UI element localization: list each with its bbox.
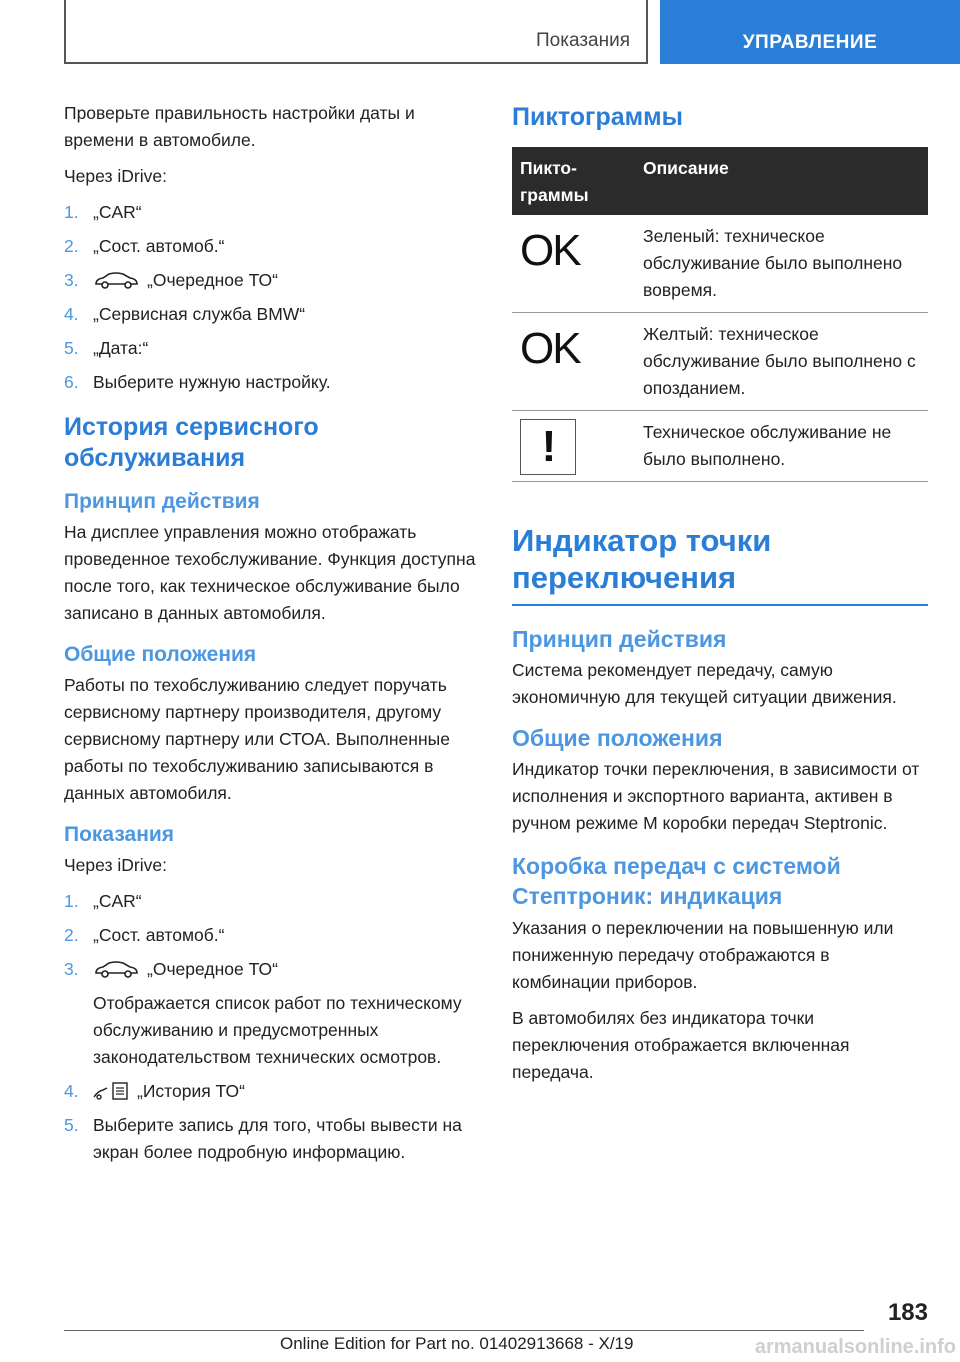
heading-principle: Принцип действия bbox=[512, 626, 727, 652]
list-item: 5. Выберите запись для того, чтобы вывести на экран более подробную информацию. bbox=[64, 1115, 462, 1162]
heading-steptronic: Коробка передач с системой Стептроник: индикация bbox=[512, 853, 841, 909]
list-item: 3. „Очередное ТО“ Отображается список работ по техническому обслуживанию и предусмотренных законодательством технических осмотров. bbox=[64, 956, 484, 1071]
list-item: 4. „История ТО“ bbox=[64, 1081, 245, 1101]
car-service-icon bbox=[93, 271, 139, 289]
car-service-icon bbox=[93, 960, 139, 978]
footer-divider bbox=[64, 1330, 864, 1331]
heading-service-history: История сервисного обслуживания bbox=[64, 413, 319, 472]
list-item: 4. „Сервисная служба BMW“ bbox=[64, 304, 306, 324]
intro-text: Проверьте правильность настройки даты и времени в автомобиле. bbox=[64, 103, 415, 150]
list-item: 6. Выберите нужную настройку. bbox=[64, 372, 331, 392]
heading-pictograms: Пиктограммы bbox=[512, 103, 683, 131]
right-column bbox=[512, 100, 928, 1095]
principle-text: Система рекомендует передачу, самую экономичную для текущей ситуации движения. bbox=[512, 660, 897, 707]
steps-list-2 bbox=[64, 888, 484, 1166]
table-cell-description: Желтый: техническое обслуживание было выполнено с опозданием. bbox=[635, 313, 928, 411]
general-text: Работы по техобслуживанию следует поручать сервисному партнеру производителя, другому сервисному партнеру или СТОА. Выполненные работы по техобслуживанию записываются в данных автомобиля. bbox=[64, 675, 450, 803]
table-header-row bbox=[512, 147, 928, 215]
list-item: 1. „CAR“ bbox=[64, 891, 142, 911]
general-text: Индикатор точки переключения, в зависимости от исполнения и экспортного варианта, активен в ручном режиме M коробки передач Steptronic. bbox=[512, 759, 920, 833]
heading-general: Общие положения bbox=[512, 725, 723, 751]
via-idrive-2: Через iDrive: bbox=[64, 855, 167, 875]
heading-principle: Принцип действия bbox=[64, 490, 260, 513]
heading-display: Показания bbox=[64, 823, 175, 846]
left-column bbox=[64, 100, 484, 1176]
chapter-label: УПРАВЛЕНИЕ bbox=[742, 32, 878, 53]
steptronic-text-2: В автомобилях без индикатора точки переключения отображается включенная передача. bbox=[512, 1008, 850, 1082]
list-item: 3. „Очередное ТО“ bbox=[64, 270, 278, 290]
table-header-pictograms: Пикто-граммы bbox=[512, 147, 635, 215]
table-row bbox=[512, 215, 928, 313]
list-item: 2. „Сост. автомоб.“ bbox=[64, 925, 225, 945]
service-history-icon bbox=[93, 1081, 129, 1101]
via-idrive-1: Через iDrive: bbox=[64, 166, 167, 186]
list-item: 5. „Дата:“ bbox=[64, 338, 149, 358]
page-number: 183 bbox=[887, 1299, 928, 1326]
principle-text: На дисплее управления можно отображать проведенное техобслуживание. Функция доступна после того, как техническое обслуживание было записано в данных автомобиля. bbox=[64, 522, 476, 623]
header-chapter-tab[interactable] bbox=[660, 0, 960, 64]
table-row bbox=[512, 313, 928, 411]
footer-edition: Online Edition for Part no. 01402913668 - X/19 bbox=[280, 1334, 634, 1353]
table-row bbox=[512, 411, 928, 482]
steps-list-1 bbox=[64, 199, 484, 396]
ok-yellow-icon: OK bbox=[520, 324, 580, 373]
table-cell-description: Зеленый: техническое обслуживание было выполнено вовремя. bbox=[635, 215, 928, 313]
step-description: Отображается список работ по техническому обслуживанию и предусмотренных законодательством технических осмотров. bbox=[93, 993, 462, 1067]
steptronic-text-1: Указания о переключении на повышенную или пониженную передачу отображаются в комбинации приборов. bbox=[512, 918, 894, 992]
heading-general: Общие положения bbox=[64, 643, 257, 666]
list-item: 2. „Сост. автомоб.“ bbox=[64, 236, 225, 256]
table-header-description: Описание bbox=[635, 147, 928, 215]
pictogram-table bbox=[512, 147, 928, 482]
table-cell-description: Техническое обслуживание не было выполнено. bbox=[635, 411, 928, 482]
list-item: 1. „CAR“ bbox=[64, 202, 142, 222]
watermark: armanualsonline.info bbox=[754, 1336, 956, 1358]
header-section-title: Показания bbox=[536, 30, 630, 51]
heading-shift-indicator: Индикатор точки переключения bbox=[512, 522, 928, 606]
warning-exclamation-icon: ! bbox=[520, 419, 576, 475]
ok-green-icon: OK bbox=[520, 226, 580, 275]
